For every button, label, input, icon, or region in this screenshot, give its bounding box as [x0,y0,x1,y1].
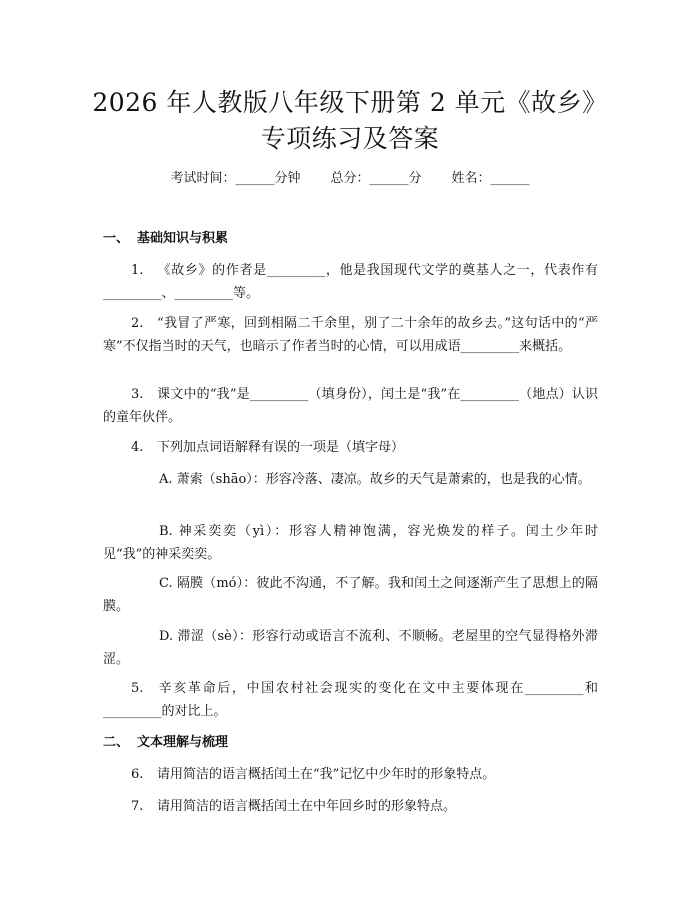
document-title-line-2: 专项练习及答案 [260,124,440,153]
question-number: 3. [131,387,144,402]
question-3 [103,383,598,429]
section-heading-2 [103,734,228,752]
question-4-option-c: C. 隔膜（mó）：彼此不沟通，不了解。我和闰土之间逐渐产生了思想上的隔膜。 [103,576,598,614]
question-number: 4. [131,440,144,455]
question-text: 下列加点词语解释有误的一项是（填字母） [157,440,405,455]
exam-time: 考试时间：______分钟 [170,171,301,186]
document-title-line-1: 2026 年人教版八年级下册第 2 单元《故乡》 [92,88,608,117]
section-title: 基础知识与积累 [137,231,229,246]
question-number: 2. [131,316,144,331]
question-2 [103,312,598,358]
question-4-option-a: A. 萧索（shāo）：形容冷落、凄凉。故乡的天气是萧索的，也是我的心情。 [159,472,591,487]
student-name: 姓名：______ [451,171,530,186]
question-7 [103,795,598,818]
question-5 [103,677,598,723]
question-text: “我冒了严寒，回到相隔二千余里，别了二十余年的故乡去。”这句话中的“严寒”不仅指当时的天气，也暗示了作者当时的心情，可以用成语_________来概括。 [103,316,598,354]
question-text: 课文中的“我”是_________（填身份），闰土是“我”在_________（地点）认识的童年伙伴。 [103,387,598,425]
question-number: 6. [131,767,144,782]
section-number: 二、 [103,735,130,750]
question-4-option-b: B. 神采奕奕（yì）：形容人精神饱满，容光焕发的样子。闰土少年时见“我”的神采奕奕。 [103,524,598,562]
question-number: 5. [131,681,144,696]
section-number: 一、 [103,231,130,246]
question-6 [103,763,598,786]
question-1 [103,259,598,305]
question-text: 辛亥革命后，中国农村社会现实的变化在文中主要体现在_________和_________的对比上。 [103,681,598,719]
total-score: 总分：______分 [330,171,422,186]
question-text: 请用简洁的语言概括闰土在中年回乡时的形象特点。 [157,799,457,814]
question-number: 7. [131,799,144,814]
section-heading-1 [103,230,228,248]
question-number: 1. [131,263,144,278]
question-4 [103,436,598,459]
section-title: 文本理解与梳理 [137,735,229,750]
exam-meta-row [0,170,700,188]
question-4-option-d: D. 滞涩（sè）：形容行动或语言不流利、不顺畅。老屋里的空气显得格外滞涩。 [103,629,598,667]
question-text: 请用简洁的语言概括闰土在“我”记忆中少年时的形象特点。 [157,767,496,782]
question-text: 《故乡》的作者是_________，他是我国现代文学的奠基人之一，代表作有_________、_________等。 [103,263,598,301]
